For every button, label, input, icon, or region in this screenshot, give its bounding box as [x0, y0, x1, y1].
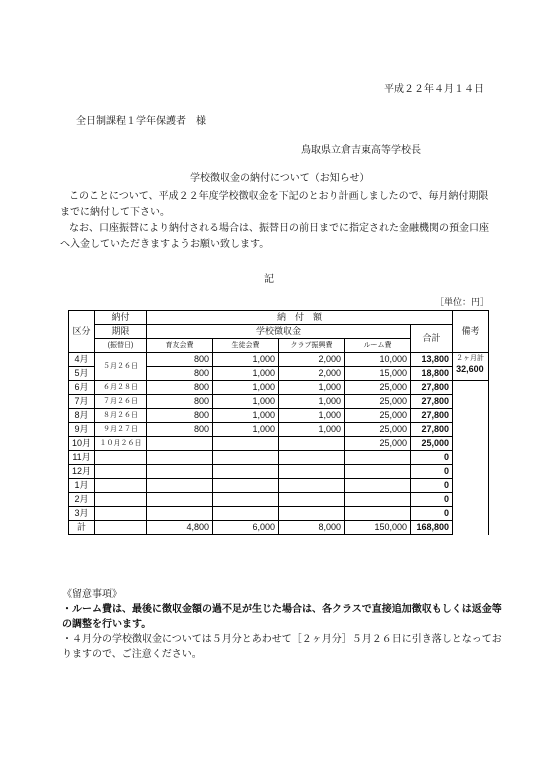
room-cell: 25,000 [345, 409, 411, 423]
room-cell: 25,000 [345, 381, 411, 395]
month-cell: 11月 [69, 451, 95, 465]
club-total: 8,000 [279, 521, 345, 535]
sender: 鳥取県立倉吉東高等学校長 [301, 145, 421, 156]
seito-cell: 1,000 [213, 381, 279, 395]
header-biko: 備考 [453, 311, 489, 353]
club-cell: 2,000 [279, 353, 345, 367]
seito-cell [213, 465, 279, 479]
ikuyu-cell: 800 [147, 367, 213, 381]
club-cell [279, 437, 345, 451]
ikuyu-total: 4,800 [147, 521, 213, 535]
note-empty-cell [453, 381, 489, 535]
body-paragraph-2: なお、口座振替により納付される場合は、振替日の前日までに指定された金融機関の預金口座へ入金していただきますようお願い致します。 [60, 223, 489, 250]
club-cell: 1,000 [279, 409, 345, 423]
room-cell: 25,000 [345, 395, 411, 409]
seito-cell [213, 479, 279, 493]
club-cell [279, 479, 345, 493]
note-cell [453, 353, 489, 381]
room-cell [345, 465, 411, 479]
room-total: 150,000 [345, 521, 411, 535]
club-cell: 1,000 [279, 395, 345, 409]
ikuyu-cell: 800 [147, 395, 213, 409]
seito-cell: 1,000 [213, 423, 279, 437]
table-row [69, 493, 489, 507]
deadline-cell: ７月２６日 [95, 395, 147, 409]
notes-heading: 《留意事項》 [62, 589, 122, 600]
month-cell: 8月 [69, 409, 95, 423]
total-row [69, 521, 489, 535]
table-row [69, 395, 489, 409]
header-col-ikuyu: 育友会費 [147, 339, 213, 353]
room-cell [345, 493, 411, 507]
room-cell [345, 479, 411, 493]
club-cell: 2,000 [279, 367, 345, 381]
total-cell: 27,800 [411, 381, 453, 395]
total-cell: 27,800 [411, 423, 453, 437]
deadline-cell: ８月２６日 [95, 409, 147, 423]
header-kigen-sub: (振替日) [95, 339, 147, 353]
header-kubun: 区分 [69, 311, 95, 353]
header-col-club: クラブ振興費 [279, 339, 345, 353]
total-cell: 27,800 [411, 395, 453, 409]
seito-total: 6,000 [213, 521, 279, 535]
unit-label: ［単位：円］ [435, 298, 490, 308]
total-cell: 18,800 [411, 367, 453, 381]
deadline-cell [95, 507, 147, 521]
room-cell: 25,000 [345, 437, 411, 451]
club-cell: 1,000 [279, 381, 345, 395]
header-nofu: 納 付 額 [147, 311, 453, 325]
header-col-room: ルーム費 [345, 339, 411, 353]
seito-cell: 1,000 [213, 409, 279, 423]
ikuyu-cell [147, 451, 213, 465]
seito-cell: 1,000 [213, 353, 279, 367]
table-row [69, 437, 489, 451]
seito-cell: 1,000 [213, 395, 279, 409]
deadline-cell [95, 451, 147, 465]
month-cell: 3月 [69, 507, 95, 521]
room-cell: 15,000 [345, 367, 411, 381]
total-cell: 0 [411, 451, 453, 465]
table-row [69, 465, 489, 479]
ikuyu-cell [147, 437, 213, 451]
total-cell: 0 [411, 493, 453, 507]
month-cell: 1月 [69, 479, 95, 493]
month-cell: 2月 [69, 493, 95, 507]
note-label: ２ヶ月計 [456, 355, 485, 362]
deadline-cell [95, 521, 147, 535]
ikuyu-cell [147, 507, 213, 521]
table-row [69, 423, 489, 437]
deadline-cell: １０月２６日 [95, 437, 147, 451]
month-cell: 5月 [69, 367, 95, 381]
month-cell: 9月 [69, 423, 95, 437]
header-goukei: 合計 [411, 325, 453, 353]
room-cell [345, 507, 411, 521]
total-cell: 0 [411, 465, 453, 479]
header-kigen-top: 納付 [95, 311, 147, 325]
seito-cell [213, 507, 279, 521]
deadline-cell: ６月２８日 [95, 381, 147, 395]
ikuyu-cell [147, 465, 213, 479]
ikuyu-cell: 800 [147, 409, 213, 423]
month-cell: 10月 [69, 437, 95, 451]
ikuyu-cell: 800 [147, 353, 213, 367]
month-cell: 7月 [69, 395, 95, 409]
body-paragraph-1: このことについて、平成２２年度学校徴収金を下記のとおり計画しましたので、毎月納付期限までに納付して下さい。 [60, 191, 489, 218]
club-cell [279, 493, 345, 507]
deadline-cell [95, 493, 147, 507]
room-cell [345, 451, 411, 465]
deadline-cell: ９月２７日 [95, 423, 147, 437]
grand-total: 168,800 [411, 521, 453, 535]
recipient: 全日制課程１学年保護者 様 [76, 116, 206, 127]
deadline-cell [95, 465, 147, 479]
club-cell [279, 507, 345, 521]
notes-section [62, 587, 502, 662]
seito-cell: 1,000 [213, 367, 279, 381]
note-value: 32,600 [456, 364, 484, 374]
table-row [69, 479, 489, 493]
table-row [69, 381, 489, 395]
club-cell: 1,000 [279, 423, 345, 437]
seito-cell [213, 451, 279, 465]
total-cell: 0 [411, 507, 453, 521]
room-cell: 25,000 [345, 423, 411, 437]
total-cell: 0 [411, 479, 453, 493]
note-item-1: ・ルーム費は、最後に徴収金額の過不足が生じた場合は、各クラスで直接追加徴収もしくは返金等の調整を行います。 [62, 604, 502, 630]
table-row [69, 409, 489, 423]
room-cell: 10,000 [345, 353, 411, 367]
deadline-cell [95, 479, 147, 493]
fee-table [68, 310, 489, 535]
document-subject: 学校徴収金の納付について（お知らせ） [190, 173, 370, 184]
document-date: 平成２２年４月１４日 [384, 84, 484, 95]
ikuyu-cell: 800 [147, 381, 213, 395]
header-kigen-mid: 期限 [95, 325, 147, 339]
seito-cell [213, 437, 279, 451]
total-cell: 25,000 [411, 437, 453, 451]
table-row [69, 451, 489, 465]
month-cell: 4月 [69, 353, 95, 367]
seito-cell [213, 493, 279, 507]
ikuyu-cell [147, 479, 213, 493]
ikuyu-cell [147, 493, 213, 507]
table-row [69, 353, 489, 367]
note-item-2: ・４月分の学校徴収金については５月分とあわせて［２ヶ月分］５月２６日に引き落しとなっておりますので、ご注意ください。 [62, 634, 502, 660]
month-cell: 12月 [69, 465, 95, 479]
total-cell: 27,800 [411, 409, 453, 423]
header-col-seito: 生徒会費 [213, 339, 279, 353]
club-cell [279, 465, 345, 479]
month-cell: 計 [69, 521, 95, 535]
month-cell: 6月 [69, 381, 95, 395]
total-cell: 13,800 [411, 353, 453, 367]
club-cell [279, 451, 345, 465]
ikuyu-cell: 800 [147, 423, 213, 437]
ki-heading: 記 [264, 274, 274, 285]
header-gakko: 学校徴収金 [147, 325, 411, 339]
deadline-cell: ５月２６日 [95, 353, 147, 381]
table-row [69, 507, 489, 521]
